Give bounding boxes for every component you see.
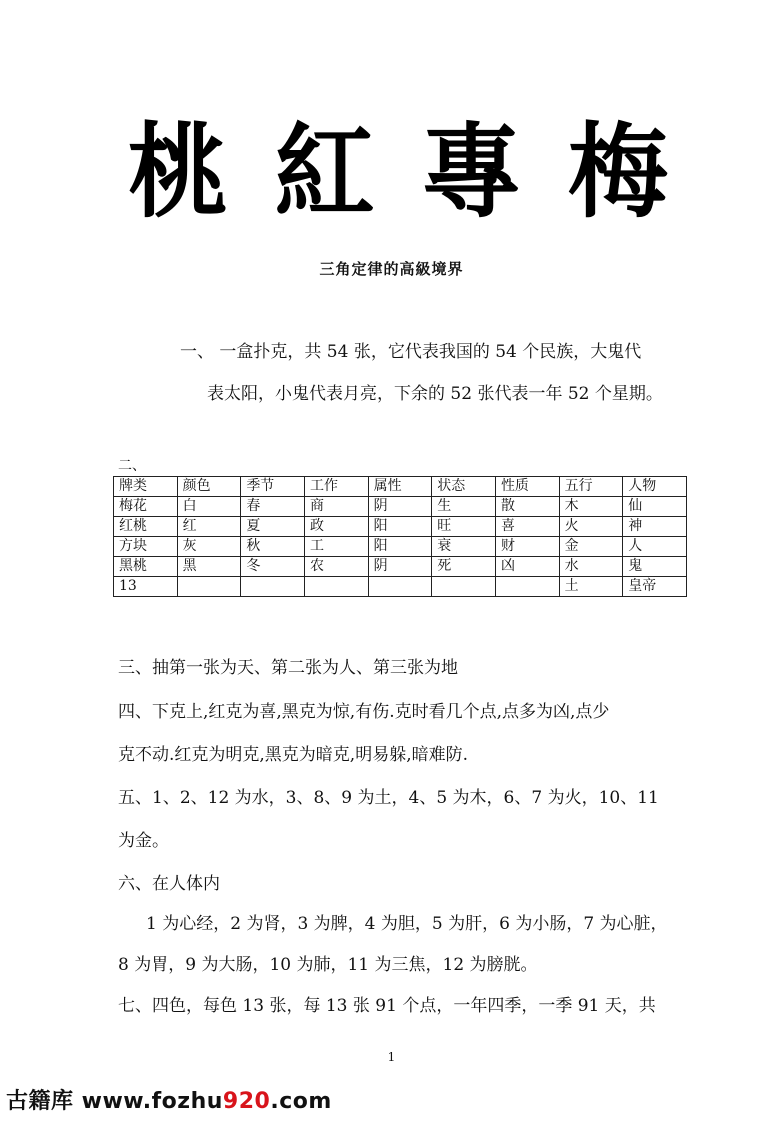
table-cell: 农 <box>304 557 368 577</box>
table-cell: 红 <box>177 517 241 537</box>
table-cell: 商 <box>304 497 368 517</box>
card-attribute-table <box>113 476 687 597</box>
section-4-line-1: 四、下克上,红克为喜,黑克为惊,有伤.克时看几个点,点多为凶,点少 <box>118 702 610 722</box>
table-cell: 木 <box>559 497 623 517</box>
table-cell: 政 <box>304 517 368 537</box>
section-7: 七、四色，每色 13 张，每 13 张 91 个点，一年四季，一季 91 天，共 <box>118 996 656 1016</box>
table-header-cell: 工作 <box>304 477 368 497</box>
table-cell: 红桃 <box>114 517 178 537</box>
table-cell: 金 <box>559 537 623 557</box>
title-char-4: 梅 <box>567 112 668 233</box>
table-cell: 夏 <box>241 517 305 537</box>
watermark-prefix: 古籍库 www.fozhu <box>6 1089 223 1114</box>
table-cell: 冬 <box>241 557 305 577</box>
table-cell: 13 <box>114 577 178 597</box>
table-header-cell: 五行 <box>559 477 623 497</box>
section-4-line-2: 克不动.红克为明克,黑克为暗克,明易躲,暗难防. <box>118 745 469 765</box>
table-cell: 火 <box>559 517 623 537</box>
table-row <box>114 577 687 597</box>
watermark-highlight: 920 <box>222 1089 271 1114</box>
table-cell: 黑 <box>177 557 241 577</box>
table-cell: 鬼 <box>623 557 687 577</box>
table-row <box>114 537 687 557</box>
table-cell: 阴 <box>368 557 432 577</box>
section-6-line-1: 1 为心经，2 为肾，3 为脾，4 为胆，5 为肝，6 为小肠，7 为心脏， <box>146 914 668 934</box>
table-cell <box>368 577 432 597</box>
table-header-cell: 人物 <box>623 477 687 497</box>
table-cell <box>432 577 496 597</box>
watermark-suffix: .com <box>270 1089 332 1114</box>
table-cell: 财 <box>495 537 559 557</box>
table-cell: 衰 <box>432 537 496 557</box>
table-row <box>114 517 687 537</box>
title-char-3: 專 <box>421 112 522 233</box>
table-cell: 凶 <box>495 557 559 577</box>
section-5-line-1: 五、1、2、12 为水，3、8、9 为土，4、5 为木，6、7 为火，10、11 <box>118 788 659 808</box>
table-cell: 阴 <box>368 497 432 517</box>
table-header-cell: 性质 <box>495 477 559 497</box>
table-cell: 旺 <box>432 517 496 537</box>
table-cell: 阳 <box>368 537 432 557</box>
table-cell: 梅花 <box>114 497 178 517</box>
section-1-line-1: 一、 一盒扑克，共 54 张，它代表我国的 54 个民族，大鬼代 <box>180 342 642 362</box>
table-header-cell: 属性 <box>368 477 432 497</box>
table-cell: 方块 <box>114 537 178 557</box>
document-title <box>128 112 668 233</box>
site-watermark[interactable] <box>6 1084 332 1115</box>
section-6-heading: 六、在人体内 <box>118 874 220 894</box>
table-header-cell: 状态 <box>432 477 496 497</box>
table-cell: 土 <box>559 577 623 597</box>
table-cell: 水 <box>559 557 623 577</box>
section-5-line-2: 为金。 <box>118 831 169 851</box>
table-cell: 春 <box>241 497 305 517</box>
table-cell: 皇帝 <box>623 577 687 597</box>
table-cell: 人 <box>623 537 687 557</box>
table-cell: 白 <box>177 497 241 517</box>
table-cell: 散 <box>495 497 559 517</box>
table-cell: 黑桃 <box>114 557 178 577</box>
table-cell <box>241 577 305 597</box>
title-char-2: 紅 <box>274 112 375 233</box>
table-cell: 秋 <box>241 537 305 557</box>
table-header-cell: 牌类 <box>114 477 178 497</box>
section-3: 三、抽第一张为天、第二张为人、第三张为地 <box>118 658 458 678</box>
table-row <box>114 557 687 577</box>
table-cell: 生 <box>432 497 496 517</box>
table-cell: 阳 <box>368 517 432 537</box>
title-char-1: 桃 <box>128 112 228 233</box>
table-cell <box>177 577 241 597</box>
table-cell: 喜 <box>495 517 559 537</box>
table-cell: 灰 <box>177 537 241 557</box>
section-2-label: 二、 <box>118 458 146 474</box>
section-1-line-2: 表太阳，小鬼代表月亮，下余的 52 张代表一年 52 个星期。 <box>207 384 663 404</box>
table-header-cell: 颜色 <box>177 477 241 497</box>
table-row <box>114 497 687 517</box>
table-cell: 神 <box>623 517 687 537</box>
table-header-cell: 季节 <box>241 477 305 497</box>
section-6-line-2: 8 为胃，9 为大肠，10 为肺，11 为三焦，12 为膀胱。 <box>118 955 538 975</box>
table-cell: 工 <box>304 537 368 557</box>
table-cell <box>304 577 368 597</box>
subtitle: 三角定律的高級境界 <box>319 260 464 278</box>
table-header-row <box>114 477 687 497</box>
table-cell: 死 <box>432 557 496 577</box>
table-cell: 仙 <box>623 497 687 517</box>
table-cell <box>495 577 559 597</box>
page-number: 1 <box>387 1050 396 1064</box>
